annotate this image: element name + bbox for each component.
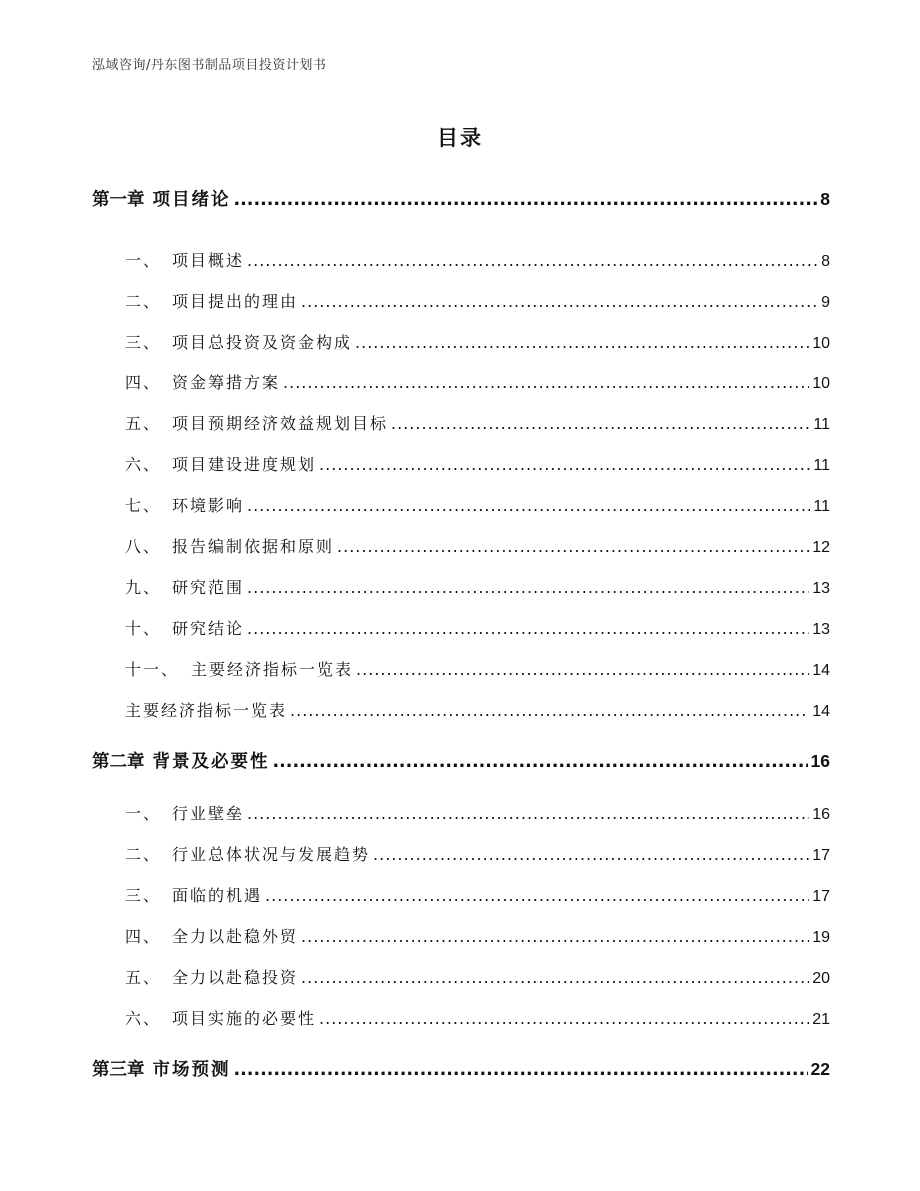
toc-number: 八、 <box>125 537 162 556</box>
toc-title: 研究范围 <box>172 578 245 597</box>
toc-number: 三、 <box>125 886 162 905</box>
toc-section[interactable] <box>125 801 830 824</box>
toc-title: 项目预期经济效益规划目标 <box>172 414 389 433</box>
toc-leader <box>283 373 809 392</box>
toc-section[interactable] <box>125 924 830 947</box>
toc-number: 二、 <box>125 845 162 864</box>
toc-number: 第二章 <box>92 752 145 772</box>
toc-number: 七、 <box>125 496 162 515</box>
toc-page: 19 <box>812 929 830 946</box>
toc-chapter-3[interactable] <box>92 1056 830 1081</box>
page-header: 泓域咨询/丹东图书制品项目投资计划书 <box>92 58 327 73</box>
toc-number: 第三章 <box>92 1060 145 1080</box>
toc-section[interactable] <box>125 965 830 988</box>
toc-section[interactable] <box>125 289 830 312</box>
toc-section[interactable] <box>125 493 830 516</box>
toc-section[interactable] <box>125 330 830 353</box>
toc-chapter-1[interactable] <box>92 186 830 211</box>
toc-leader <box>234 190 818 210</box>
toc-page: 9 <box>821 294 830 311</box>
toc-page: 16 <box>810 751 830 771</box>
toc-title: 主要经济指标一览表 <box>191 660 354 679</box>
toc-page: 17 <box>812 847 830 864</box>
toc-number: 十一、 <box>125 660 180 679</box>
toc-number: 一、 <box>125 251 162 270</box>
toc-leader <box>247 496 810 515</box>
toc-leader <box>247 804 809 823</box>
toc-number: 五、 <box>125 968 162 987</box>
toc-page: 10 <box>812 375 830 392</box>
toc-leader <box>391 414 810 433</box>
toc-number: 一、 <box>125 804 162 823</box>
toc-leader <box>247 619 809 638</box>
toc-title: 主要经济指标一览表 <box>125 701 288 720</box>
toc-page: 8 <box>820 189 830 209</box>
toc-title: 研究结论 <box>172 619 245 638</box>
toc-title: 项目概述 <box>172 251 245 270</box>
toc-number: 六、 <box>125 455 162 474</box>
toc-title: 报告编制依据和原则 <box>172 537 335 556</box>
toc-leader <box>355 333 809 352</box>
toc-title: 行业总体状况与发展趋势 <box>172 845 371 864</box>
toc-section[interactable] <box>125 698 830 721</box>
toc-section[interactable] <box>125 1006 830 1029</box>
toc-page: 11 <box>813 498 830 515</box>
toc-chapter-2[interactable] <box>92 748 830 773</box>
toc-page: 11 <box>813 457 830 474</box>
toc-section[interactable] <box>125 411 830 434</box>
toc-title: 项目建设进度规划 <box>172 455 317 474</box>
toc-leader <box>265 886 809 905</box>
toc-page: 11 <box>813 416 830 433</box>
toc-title: 面临的机遇 <box>172 886 263 905</box>
toc-title: 全力以赴稳投资 <box>172 968 299 987</box>
toc-title: 市场预测 <box>152 1060 231 1080</box>
toc-page: 13 <box>812 621 830 638</box>
toc-section[interactable] <box>125 575 830 598</box>
toc-leader <box>337 537 809 556</box>
toc-number: 四、 <box>125 373 162 392</box>
toc-page: 20 <box>812 970 830 987</box>
toc-number: 五、 <box>125 414 162 433</box>
toc-leader <box>373 845 809 864</box>
toc-section[interactable] <box>125 657 830 680</box>
toc-title: 项目绪论 <box>152 190 231 210</box>
toc-title: 项目总投资及资金构成 <box>172 333 353 352</box>
toc-section[interactable] <box>125 534 830 557</box>
toc-leader <box>301 292 818 311</box>
toc-page: 16 <box>812 806 830 823</box>
toc-page: 22 <box>810 1059 830 1079</box>
toc-title: 资金筹措方案 <box>172 373 281 392</box>
toc-number: 四、 <box>125 927 162 946</box>
toc-number: 二、 <box>125 292 162 311</box>
toc-leader <box>247 251 818 270</box>
toc-number: 六、 <box>125 1009 162 1028</box>
toc-leader <box>273 752 808 772</box>
toc-title: 背景及必要性 <box>152 752 270 772</box>
toc-page: 14 <box>812 662 830 679</box>
toc-title: 项目提出的理由 <box>172 292 299 311</box>
toc-section[interactable] <box>125 842 830 865</box>
toc-leader <box>319 1009 809 1028</box>
toc-number: 九、 <box>125 578 162 597</box>
toc-number: 三、 <box>125 333 162 352</box>
toc-section[interactable] <box>125 370 830 393</box>
toc-leader <box>234 1060 808 1080</box>
toc-page: 8 <box>821 253 830 270</box>
toc-title: 项目实施的必要性 <box>172 1009 317 1028</box>
toc-leader <box>247 578 809 597</box>
toc-title: 环境影响 <box>172 496 245 515</box>
toc-page: 14 <box>812 703 830 720</box>
toc-leader <box>301 927 809 946</box>
page-title: 目录 <box>437 126 483 150</box>
toc-page: 13 <box>812 580 830 597</box>
toc-leader <box>301 968 809 987</box>
toc-section[interactable] <box>125 452 830 475</box>
toc-section[interactable] <box>125 616 830 639</box>
toc-page: 12 <box>812 539 830 556</box>
toc-leader <box>319 455 810 474</box>
toc-title: 全力以赴稳外贸 <box>172 927 299 946</box>
toc-page: 17 <box>812 888 830 905</box>
toc-number: 十、 <box>125 619 162 638</box>
toc-leader <box>356 660 809 679</box>
toc-page: 21 <box>812 1011 830 1028</box>
toc-leader <box>290 701 809 720</box>
toc-page: 10 <box>812 335 830 352</box>
toc-title: 行业壁垒 <box>172 804 245 823</box>
toc-section[interactable] <box>125 883 830 906</box>
toc-section[interactable] <box>125 248 830 271</box>
toc-number: 第一章 <box>92 190 145 210</box>
